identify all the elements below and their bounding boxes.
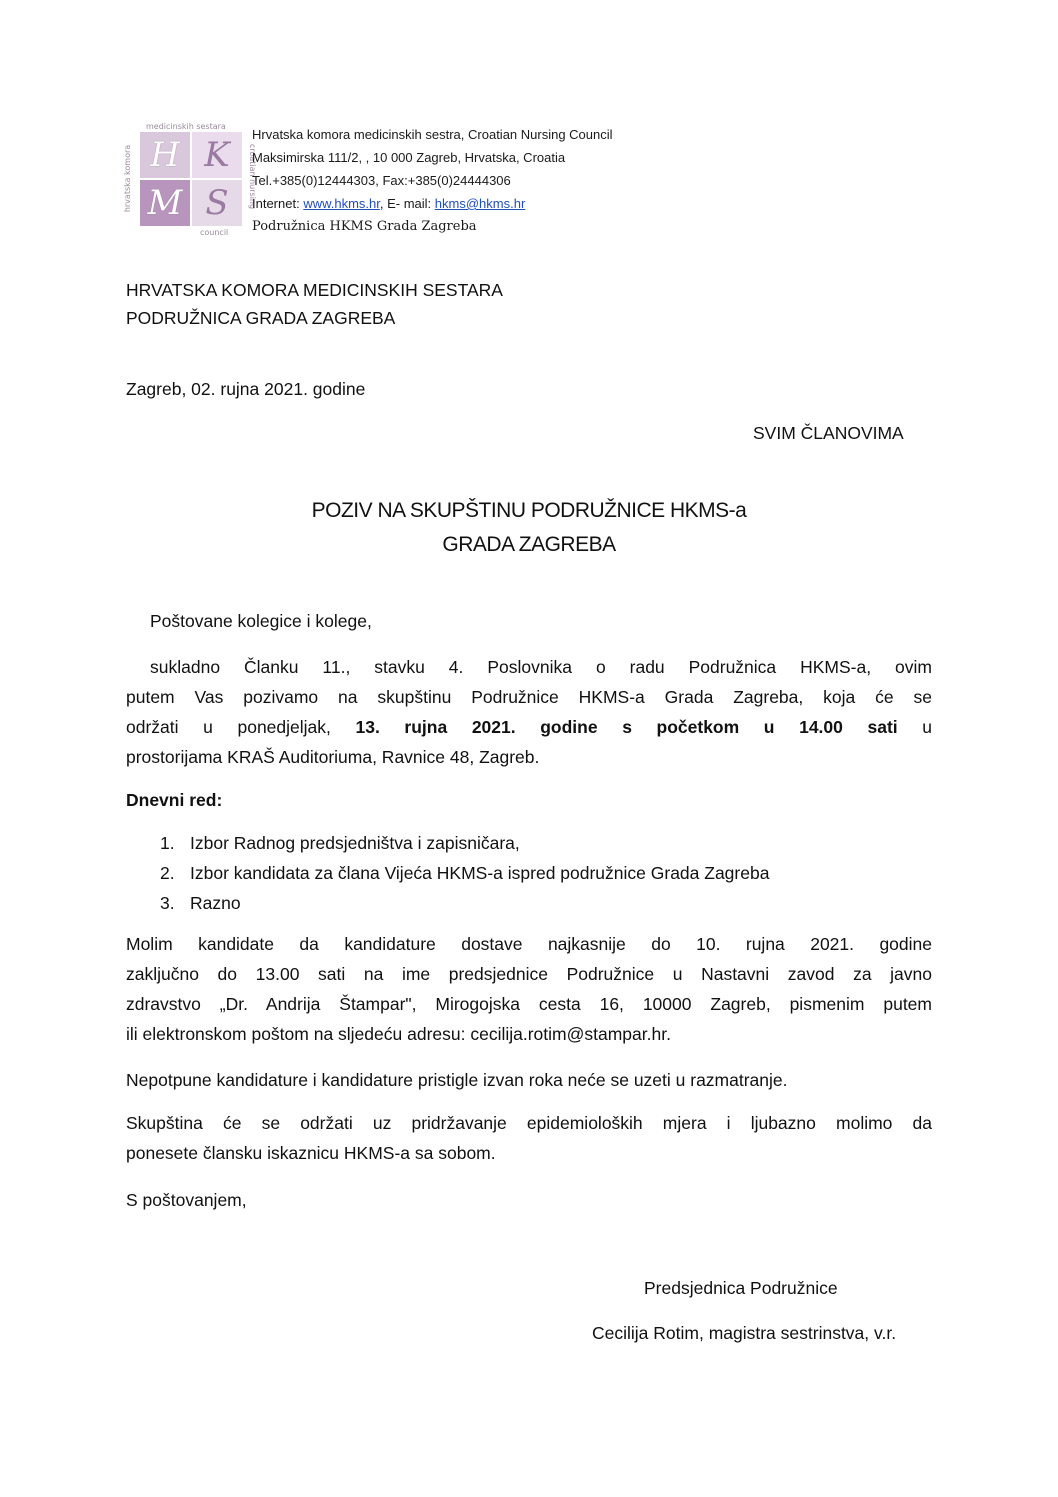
intro-line-1: sukladno Članku 11., stavku 4. Poslovnika o radu Podružnica HKMS-a, ovim bbox=[150, 657, 932, 677]
letterhead-contact-line bbox=[252, 193, 525, 215]
intro-line-3-end: u bbox=[897, 717, 932, 737]
logo-letter-k: K bbox=[192, 132, 242, 178]
letterhead-email-label: , E- mail: bbox=[379, 196, 435, 211]
letterhead-phone-fax: Tel.+385(0)12444303, Fax:+385(0)24444306 bbox=[252, 173, 511, 188]
meeting-datetime: 13. rujna 2021. godine s početkom u 14.00 sati bbox=[355, 717, 898, 737]
greeting: Poštovane kolegice i kolege, bbox=[150, 611, 372, 631]
letterhead-org-name: Hrvatska komora medicinskih sestra, Croatian Nursing Council bbox=[252, 127, 613, 142]
org-branch: PODRUŽNICA GRADA ZAGREBA bbox=[126, 308, 396, 328]
page-title-line2: GRADA ZAGREBA bbox=[442, 533, 616, 556]
document-date: Zagreb, 02. rujna 2021. godine bbox=[126, 379, 366, 399]
website-link[interactable]: www.hkms.hr bbox=[303, 196, 380, 211]
candidates-line-2: zaključno do 13.00 sati na ime predsjednice Podružnice u Nastavni zavod za javno bbox=[126, 964, 932, 984]
logo-side-text-bottom: council bbox=[200, 228, 229, 237]
logo-letter-grid bbox=[140, 132, 242, 228]
closing: S poštovanjem, bbox=[126, 1190, 247, 1210]
intro-line-2: putem Vas pozivamo na skupštinu Podružnice HKMS-a Grada Zagreba, koja će se bbox=[126, 687, 932, 707]
agenda-list bbox=[160, 828, 769, 918]
org-name: HRVATSKA KOMORA MEDICINSKIH SESTARA bbox=[126, 280, 503, 300]
logo-letter-h: H bbox=[140, 132, 190, 178]
incomplete-notice: Nepotpune kandidature i kandidature pristigle izvan roka neće se uzeti u razmatranje. bbox=[126, 1070, 788, 1090]
signature-name: Cecilija Rotim, magistra sestrinstva, v.r. bbox=[592, 1323, 897, 1343]
intro-line-3 bbox=[126, 712, 932, 742]
agenda-item: 2. Izbor kandidata za člana Vijeća HKMS-a ispred podružnice Grada Zagreba bbox=[160, 863, 770, 883]
candidates-line-1: Molim kandidate da kandidature dostave najkasnije do 10. rujna 2021. godine bbox=[126, 934, 932, 954]
email-link[interactable]: hkms@hkms.hr bbox=[434, 196, 526, 211]
agenda-item: 1. Izbor Radnog predsjedništva i zapisničara, bbox=[160, 833, 520, 853]
intro-line-3-start: održati u ponedjeljak, bbox=[126, 717, 356, 737]
logo-side-text-left: hrvatska komora bbox=[123, 144, 133, 213]
signature-role: Predsjednica Podružnice bbox=[644, 1278, 838, 1298]
candidates-line-3: zdravstvo „Dr. Andrija Štampar", Mirogojska cesta 16, 10000 Zagreb, pismenim putem bbox=[126, 994, 932, 1014]
letterhead-address: Maksimirska 111/2, , 10 000 Zagreb, Hrvatska, Croatia bbox=[252, 150, 566, 165]
recipient: SVIM ČLANOVIMA bbox=[753, 423, 904, 443]
measures-paragraph bbox=[126, 1108, 932, 1168]
logo-side-text-right: croatian nursing bbox=[248, 143, 258, 210]
agenda-item: 3. Razno bbox=[160, 893, 241, 913]
logo-letter-s: S bbox=[192, 180, 242, 226]
measures-line-2: ponesete člansku iskaznicu HKMS-a sa sobom. bbox=[126, 1143, 496, 1163]
logo-side-text-top: medicinskih sestara bbox=[146, 122, 226, 131]
intro-line-4: prostorijama KRAŠ Auditoriuma, Ravnice 48, Zagreb. bbox=[126, 747, 540, 767]
letterhead-internet-label: Internet: bbox=[252, 196, 304, 211]
letterhead-branch: Podružnica HKMS Grada Zagreba bbox=[252, 219, 477, 234]
measures-line-1: Skupština će se održati uz pridržavanje epidemioloških mjera i ljubazno molimo da bbox=[126, 1113, 932, 1133]
logo-letter-m: M bbox=[140, 180, 190, 226]
candidates-line-4: ili elektronskom poštom na sljedeću adresu: cecilija.rotim@stampar.hr. bbox=[126, 1024, 671, 1044]
hkms-logo bbox=[123, 122, 258, 237]
candidates-paragraph bbox=[126, 929, 932, 1049]
agenda-heading: Dnevni red: bbox=[126, 790, 223, 810]
intro-paragraph bbox=[126, 652, 932, 772]
page-title-line1: POZIV NA SKUPŠTINU PODRUŽNICE HKMS-a bbox=[311, 499, 747, 522]
